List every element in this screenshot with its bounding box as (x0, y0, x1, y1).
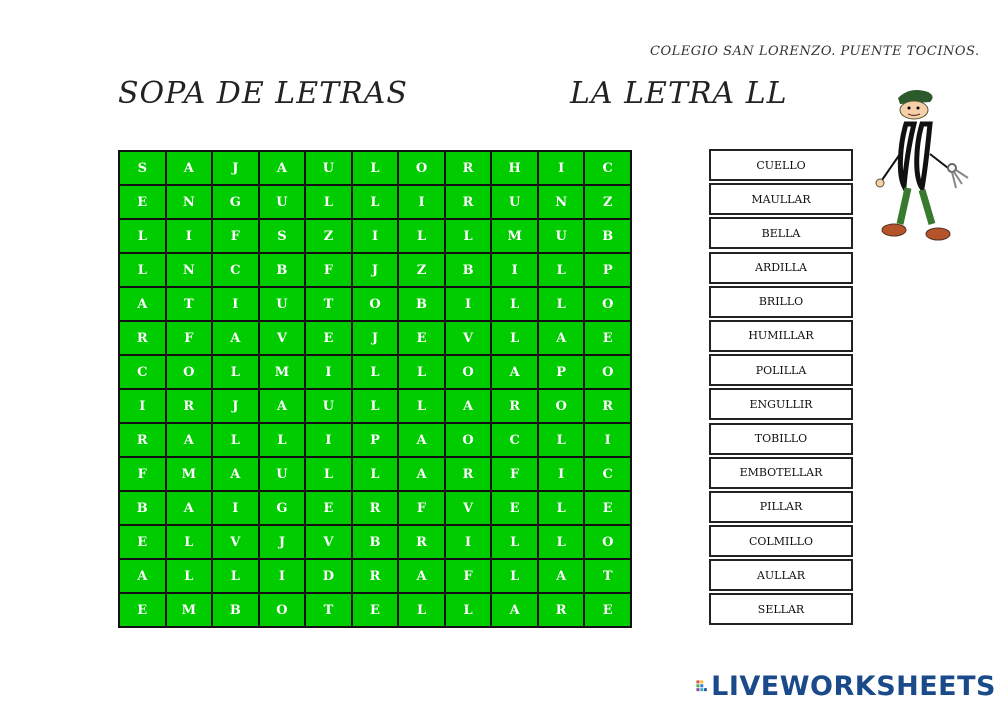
grid-cell[interactable]: F (120, 458, 165, 490)
grid-cell[interactable]: R (120, 424, 165, 456)
grid-cell[interactable]: L (353, 152, 398, 184)
grid-cell[interactable]: U (260, 186, 305, 218)
word-list-item: ENGULLIR (709, 388, 853, 420)
grid-cell[interactable]: E (120, 186, 165, 218)
grid-cell[interactable]: I (492, 254, 537, 286)
grid-cell[interactable]: B (399, 288, 444, 320)
grid-cell[interactable]: A (120, 560, 165, 592)
grid-cell[interactable]: L (492, 560, 537, 592)
grid-cell[interactable]: J (353, 254, 398, 286)
grid-cell[interactable]: D (306, 560, 351, 592)
grid-cell[interactable]: V (260, 322, 305, 354)
grid-cell[interactable]: L (306, 458, 351, 490)
grid-cell[interactable]: N (167, 186, 212, 218)
grid-cell[interactable]: S (260, 220, 305, 252)
grid-cell[interactable]: A (399, 458, 444, 490)
grid-cell[interactable]: P (353, 424, 398, 456)
grid-cell[interactable]: L (399, 356, 444, 388)
grid-cell[interactable]: F (306, 254, 351, 286)
grid-cell[interactable]: I (213, 492, 258, 524)
school-name: COLEGIO SAN LORENZO. PUENTE TOCINOS. (650, 44, 980, 59)
grid-cell[interactable]: L (492, 526, 537, 558)
grid-cell[interactable]: I (446, 288, 491, 320)
grid-cell[interactable]: L (539, 288, 584, 320)
grid-cell[interactable]: I (120, 390, 165, 422)
grid-cell[interactable]: E (585, 492, 630, 524)
grid-cell[interactable]: I (213, 288, 258, 320)
grid-cell[interactable]: T (306, 594, 351, 626)
grid-cell[interactable]: U (260, 288, 305, 320)
grid-cell[interactable]: F (167, 322, 212, 354)
grid-cell[interactable]: C (120, 356, 165, 388)
grid-cell[interactable]: O (399, 152, 444, 184)
grid-cell[interactable]: J (213, 390, 258, 422)
grid-cell[interactable]: L (539, 492, 584, 524)
grid-cell[interactable]: O (260, 594, 305, 626)
grid-cell[interactable]: B (585, 220, 630, 252)
word-list-item: AULLAR (709, 559, 853, 591)
grid-cell[interactable]: E (492, 492, 537, 524)
grid-cell[interactable]: O (585, 288, 630, 320)
grid-cell[interactable]: I (306, 424, 351, 456)
word-list-item: EMBOTELLAR (709, 457, 853, 489)
grid-cell[interactable]: A (260, 152, 305, 184)
grid-cell[interactable]: M (167, 458, 212, 490)
grid-cell[interactable]: R (120, 322, 165, 354)
word-list-item: ARDILLA (709, 252, 853, 284)
word-list-item: TOBILLO (709, 423, 853, 455)
grid-cell[interactable]: M (167, 594, 212, 626)
grid-cell[interactable]: R (446, 458, 491, 490)
grid-cell[interactable]: A (492, 594, 537, 626)
grid-cell[interactable]: C (213, 254, 258, 286)
grid-cell[interactable]: C (585, 152, 630, 184)
grid-cell[interactable]: U (539, 220, 584, 252)
grid-cell[interactable]: M (260, 356, 305, 388)
grid-cell[interactable]: L (353, 186, 398, 218)
grid-cell[interactable]: I (446, 526, 491, 558)
grid-cell[interactable]: U (306, 152, 351, 184)
word-list-item: PILLAR (709, 491, 853, 523)
grid-cell[interactable]: C (492, 424, 537, 456)
grid-cell[interactable]: A (446, 390, 491, 422)
letter-ll-mascot-icon (870, 84, 980, 254)
grid-cell[interactable]: G (260, 492, 305, 524)
grid-cell[interactable]: O (353, 288, 398, 320)
grid-cell[interactable]: L (167, 526, 212, 558)
word-list-item: CUELLO (709, 149, 853, 181)
grid-cell[interactable]: A (539, 322, 584, 354)
word-list-item: SELLAR (709, 593, 853, 625)
grid-cell[interactable]: J (353, 322, 398, 354)
grid-cell[interactable]: L (539, 424, 584, 456)
grid-cell[interactable]: F (213, 220, 258, 252)
grid-cell[interactable]: J (260, 526, 305, 558)
grid-cell[interactable]: V (306, 526, 351, 558)
word-list-item: HUMILLAR (709, 320, 853, 352)
grid-cell[interactable]: L (446, 220, 491, 252)
grid-cell[interactable]: P (539, 356, 584, 388)
grid-cell[interactable]: A (120, 288, 165, 320)
word-list (709, 149, 853, 628)
grid-cell[interactable]: O (446, 356, 491, 388)
liveworksheets-logo-icon (696, 671, 707, 701)
grid-cell[interactable]: E (585, 322, 630, 354)
grid-cell[interactable]: L (492, 288, 537, 320)
grid-cell[interactable]: O (446, 424, 491, 456)
grid-cell[interactable]: T (167, 288, 212, 320)
grid-cell[interactable]: Z (306, 220, 351, 252)
grid-cell[interactable]: L (213, 560, 258, 592)
grid-cell[interactable]: L (492, 322, 537, 354)
grid-cell[interactable]: F (446, 560, 491, 592)
grid-cell[interactable]: U (260, 458, 305, 490)
grid-cell[interactable]: N (167, 254, 212, 286)
grid-cell[interactable]: U (492, 186, 537, 218)
grid-cell[interactable]: G (213, 186, 258, 218)
grid-cell[interactable]: A (167, 424, 212, 456)
grid-cell[interactable]: Z (399, 254, 444, 286)
grid-cell[interactable]: I (260, 560, 305, 592)
grid-cell[interactable]: R (539, 594, 584, 626)
grid-cell[interactable]: M (492, 220, 537, 252)
word-list-item: MAULLAR (709, 183, 853, 215)
grid-cell[interactable]: I (306, 356, 351, 388)
grid-cell[interactable]: L (213, 356, 258, 388)
grid-cell[interactable]: A (167, 492, 212, 524)
grid-cell[interactable]: A (539, 560, 584, 592)
grid-cell[interactable]: E (353, 594, 398, 626)
grid-cell[interactable]: U (306, 390, 351, 422)
grid-cell[interactable]: I (167, 220, 212, 252)
brand-footer (696, 668, 996, 704)
grid-cell[interactable]: B (446, 254, 491, 286)
grid-cell[interactable]: A (167, 152, 212, 184)
grid-cell[interactable]: A (492, 356, 537, 388)
grid-cell[interactable]: L (399, 390, 444, 422)
grid-cell[interactable]: N (539, 186, 584, 218)
grid-cell[interactable]: C (585, 458, 630, 490)
grid-cell[interactable]: O (167, 356, 212, 388)
grid-cell[interactable]: L (213, 424, 258, 456)
grid-cell[interactable]: J (213, 152, 258, 184)
grid-cell[interactable]: L (353, 390, 398, 422)
grid-cell[interactable]: V (446, 492, 491, 524)
grid-cell[interactable]: P (585, 254, 630, 286)
grid-cell[interactable]: H (492, 152, 537, 184)
grid-cell[interactable]: A (213, 322, 258, 354)
page-title: SOPA DE LETRAS (118, 76, 408, 111)
grid-cell[interactable]: L (306, 186, 351, 218)
word-list-item: BRILLO (709, 286, 853, 318)
grid-cell[interactable]: V (213, 526, 258, 558)
grid-cell[interactable]: F (399, 492, 444, 524)
topic-title: LA LETRA LL (570, 76, 788, 111)
grid-cell[interactable]: L (399, 594, 444, 626)
grid-cell[interactable]: L (120, 254, 165, 286)
grid-cell[interactable]: F (492, 458, 537, 490)
grid-cell[interactable]: R (399, 526, 444, 558)
grid-cell[interactable]: E (120, 526, 165, 558)
grid-cell[interactable]: B (260, 254, 305, 286)
grid-cell[interactable]: L (539, 254, 584, 286)
grid-cell[interactable]: L (399, 220, 444, 252)
grid-cell[interactable]: L (539, 526, 584, 558)
grid-cell[interactable]: B (120, 492, 165, 524)
grid-cell[interactable]: R (353, 492, 398, 524)
grid-cell[interactable]: T (306, 288, 351, 320)
grid-cell[interactable]: E (306, 322, 351, 354)
grid-cell[interactable]: A (399, 560, 444, 592)
grid-cell[interactable]: L (120, 220, 165, 252)
grid-cell[interactable]: Z (585, 186, 630, 218)
grid-cell[interactable]: A (260, 390, 305, 422)
grid-cell[interactable]: R (446, 186, 491, 218)
grid-cell[interactable]: I (539, 458, 584, 490)
grid-cell[interactable]: I (353, 220, 398, 252)
grid-cell[interactable]: L (446, 594, 491, 626)
grid-cell[interactable]: R (492, 390, 537, 422)
grid-cell[interactable]: L (353, 458, 398, 490)
grid-cell[interactable]: R (585, 390, 630, 422)
grid-cell[interactable]: B (353, 526, 398, 558)
grid-cell[interactable]: L (167, 560, 212, 592)
grid-cell[interactable]: L (260, 424, 305, 456)
grid-cell[interactable]: E (585, 594, 630, 626)
grid-cell[interactable]: E (120, 594, 165, 626)
grid-cell[interactable]: I (399, 186, 444, 218)
grid-cell[interactable]: V (446, 322, 491, 354)
grid-cell[interactable]: A (213, 458, 258, 490)
grid-cell[interactable]: B (213, 594, 258, 626)
grid-cell[interactable]: I (539, 152, 584, 184)
grid-cell[interactable]: O (585, 356, 630, 388)
grid-cell[interactable]: E (306, 492, 351, 524)
grid-cell[interactable]: L (353, 356, 398, 388)
grid-cell[interactable]: I (585, 424, 630, 456)
grid-cell[interactable]: O (585, 526, 630, 558)
brand-name: LIVEWORKSHEETS (711, 670, 996, 702)
grid-cell[interactable]: R (353, 560, 398, 592)
grid-cell[interactable]: R (446, 152, 491, 184)
word-search-grid[interactable] (118, 150, 632, 628)
grid-cell[interactable]: T (585, 560, 630, 592)
grid-cell[interactable]: R (167, 390, 212, 422)
grid-cell[interactable]: E (399, 322, 444, 354)
grid-cell[interactable]: A (399, 424, 444, 456)
grid-cell[interactable]: O (539, 390, 584, 422)
grid-cell[interactable]: S (120, 152, 165, 184)
word-list-item: POLILLA (709, 354, 853, 386)
word-list-item: COLMILLO (709, 525, 853, 557)
word-list-item: BELLA (709, 217, 853, 249)
